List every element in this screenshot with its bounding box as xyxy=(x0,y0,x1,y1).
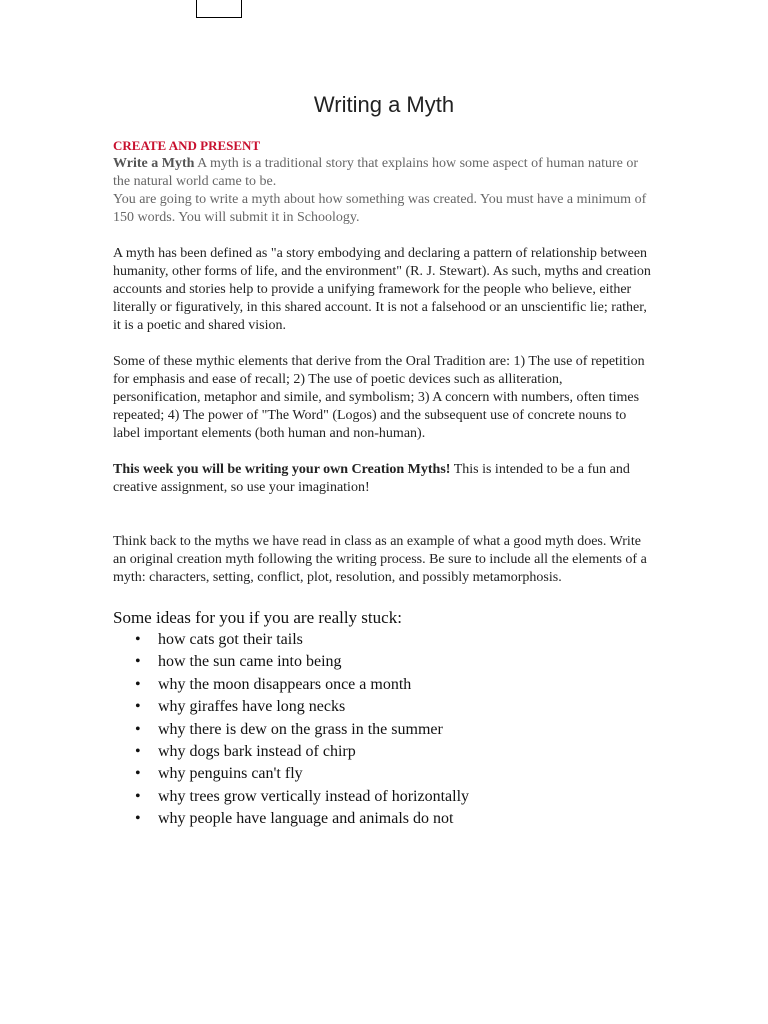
list-item: • why dogs bark instead of chirp xyxy=(113,741,653,763)
elements-paragraph: Some of these mythic elements that derive from the Oral Tradition are: 1) The use of repetition for emphasis and ease of recall; 2) The use of poetic devices such as alliteration, personification, metaphor and simile, and symbolism; 3) A concern with numbers, often times repeated; 4) The power of "The Word" (Logos) and the subsequent use of concrete nouns to label important elements (both human and non-human). xyxy=(113,354,645,441)
this-week-text: This is intended to be a fun and creative assignment, so use your imagination! xyxy=(113,462,630,495)
definition-paragraph: A myth has been defined as "a story embodying and declaring a pattern of relationship between humanity, other forms of life, and the environment" (R. J. Stewart). As such, myths and creation accounts and stories help to provide a unifying framework for the people who believe, either literally or figuratively, in this shared account. It is not a falsehood or an unscientific lie; rather, it is a poetic and shared vision. xyxy=(113,246,651,333)
intro-text: A myth is a traditional story that explains how some aspect of human nature or the natural world came to be. xyxy=(113,156,639,189)
think-back-paragraph: Think back to the myths we have read in class as an example of what a good myth does. Write an original creation myth following the writing process. Be sure to include all the elements of a myth: characters, setting, conflict, plot, resolution, and possibly metamorphosis. xyxy=(113,534,647,585)
this-week-paragraph xyxy=(113,461,653,497)
list-item: • why penguins can't fly xyxy=(113,763,653,785)
list-item: • why people have language and animals do not xyxy=(113,808,653,830)
section-label: CREATE AND PRESENT xyxy=(113,138,261,153)
header-box xyxy=(196,0,242,18)
list-item: • why giraffes have long necks xyxy=(113,696,653,718)
ideas-heading: Some ideas for you if you are really stuck: xyxy=(113,608,402,627)
page-title: Writing a Myth xyxy=(313,92,455,117)
document-body xyxy=(113,137,653,831)
assignment-paragraph: You are going to write a myth about how something was created. You must have a minimum of 150 words. You will submit it in Schoology. xyxy=(113,192,647,225)
intro-paragraph xyxy=(113,155,653,191)
this-week-bold-lead: This week you will be writing your own Creation Myths! xyxy=(113,462,451,477)
ideas-list xyxy=(113,629,653,831)
list-item: • why the moon disappears once a month xyxy=(113,674,653,696)
list-item: • why trees grow vertically instead of horizontally xyxy=(113,786,653,808)
list-item: • how the sun came into being xyxy=(113,651,653,673)
intro-bold-lead: Write a Myth xyxy=(113,156,195,171)
list-item: • how cats got their tails xyxy=(113,629,653,651)
list-item: • why there is dew on the grass in the summer xyxy=(113,719,653,741)
